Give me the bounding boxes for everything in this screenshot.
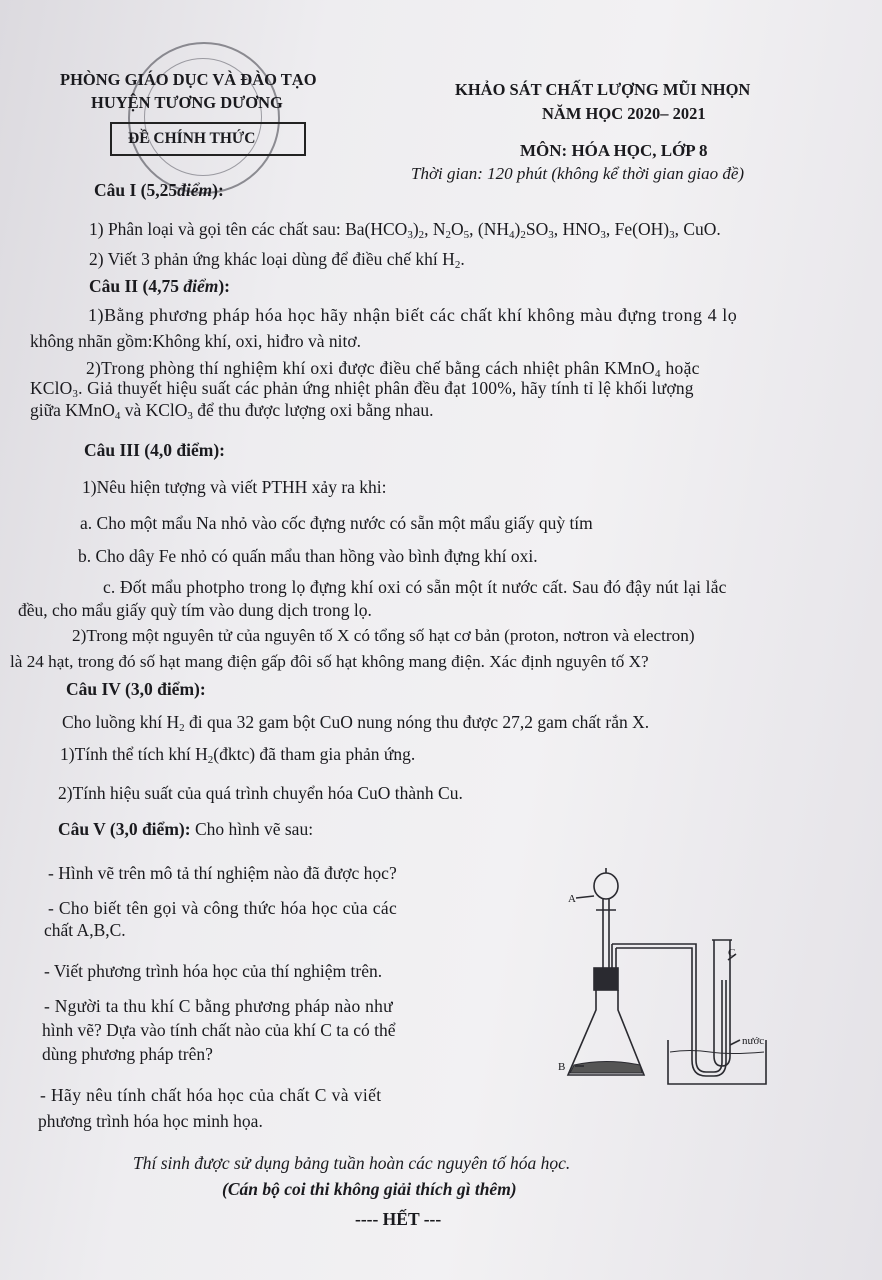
question-3-title: Câu III (4,0 điểm): — [84, 440, 225, 460]
stopper — [594, 968, 618, 990]
funnel-bulb — [594, 873, 618, 899]
department-name: PHÒNG GIÁO DỤC VÀ ĐÀO TẠO — [60, 70, 317, 89]
question-4-part-2: 2)Tính hiệu suất của quá trình chuyển hóa CuO thành Cu. — [58, 783, 463, 803]
question-3-part-1: 1)Nêu hiện tượng và viết PTHH xảy ra khi: — [82, 477, 387, 497]
question-2-part-2b: KClO$_3$. Giả thuyết hiệu suất các phản ứng nhiệt phân đều đạt 100%, hãy tính tỉ lệ khối lượng — [30, 378, 694, 400]
label-b: B — [558, 1061, 566, 1073]
question-5-item-5a: - Hãy nêu tính chất hóa học của chất C và viết — [40, 1085, 382, 1105]
subject-title: MÔN: HÓA HỌC, LỚP 8 — [520, 141, 708, 160]
official-exam-box — [110, 122, 306, 156]
question-3-part-2a: 2)Trong một nguyên tử của nguyên tố X có tổng số hạt cơ bản (proton, nơtron và electron) — [72, 626, 695, 645]
question-4-intro: Cho luồng khí $H_2$ đi qua 32 gam bột CuO nung nóng thu được 27,2 gam chất rắn X. — [62, 712, 650, 734]
question-5-item-2b: chất A,B,C. — [44, 920, 126, 940]
question-5-item-1: - Hình vẽ trên mô tả thí nghiệm nào đã được học? — [48, 863, 397, 883]
label-water: nước — [742, 1035, 765, 1047]
question-5-item-2a: - Cho biết tên gọi và công thức hóa học của các — [48, 898, 398, 918]
question-2-part-1b: không nhãn gồm:Không khí, oxi, hiđro và nitơ. — [30, 331, 362, 351]
question-5-item-4a: - Người ta thu khí C bằng phương pháp nào như — [44, 996, 393, 1016]
question-5-item-4b: hình vẽ? Dựa vào tính chất nào của khí C ta có thể — [42, 1020, 396, 1040]
exam-title: KHẢO SÁT CHẤT LƯỢNG MŨI NHỌN — [455, 80, 751, 99]
question-2-title: Câu II (4,75 điểm): — [89, 276, 230, 296]
experiment-diagram — [550, 860, 780, 1090]
periodic-table-note: Thí sinh được sử dụng bảng tuần hoàn các nguyên tố hóa học. — [133, 1153, 571, 1173]
question-4-title: Câu IV (3,0 điểm): — [66, 679, 206, 699]
official-exam-label: ĐỀ CHÍNH THỨC — [128, 130, 256, 147]
question-2-part-2c: giữa KMnO$_4$ và KClO$_3$ để thu được lượng oxi bằng nhau. — [30, 400, 434, 422]
question-3-item-c2: đều, cho mẩu giấy quỳ tím vào dung dịch trong lọ. — [18, 600, 372, 620]
proctor-note: (Cán bộ coi thi không giải thích gì thêm) — [222, 1179, 517, 1199]
label-c: C — [728, 947, 736, 959]
question-5-item-5b: phương trình hóa học minh họa. — [38, 1111, 263, 1131]
question-5-item-4c: dùng phương pháp trên? — [42, 1044, 213, 1064]
question-2-part-2a: 2)Trong phòng thí nghiệm khí oxi được điều chế bằng cách nhiệt phân KMnO$_4$ hoặc — [86, 358, 700, 380]
question-3-item-a: a. Cho một mẩu Na nhỏ vào cốc đựng nước có sẵn một mẩu giấy quỳ tím — [80, 513, 593, 533]
label-a: A — [568, 893, 576, 905]
question-5-item-3: - Viết phương trình hóa học của thí nghiệm trên. — [44, 961, 383, 981]
question-3-item-c1: c. Đốt mẩu photpho trong lọ đựng khí oxi có sẵn một ít nước cất. Sau đó đậy nút lại lắc — [103, 577, 727, 597]
question-3-item-b: b. Cho dây Fe nhỏ có quấn mẩu than hồng vào bình đựng khí oxi. — [78, 546, 538, 566]
district-name: HUYỆN TƯƠNG DƯƠNG — [91, 93, 283, 112]
question-1-title: Câu I (5,25điểm): — [94, 180, 224, 200]
question-2-part-1a: 1)Bằng phương pháp hóa học hãy nhận biết các chất khí không màu đựng trong 4 lọ — [88, 305, 738, 325]
time-limit: Thời gian: 120 phút (không kể thời gian giao đề) — [411, 164, 745, 183]
question-1-part-1: 1) Phân loại và gọi tên các chất sau: $Ba(HCO_3)_2$, $N_2O_5$, $(NH_4)_2SO_3$, $HNO_3$, $Fe(OH)_3$, CuO. — [89, 219, 721, 241]
question-1-part-2: 2) Viết 3 phản ứng khác loại dùng để điều chế khí $H_2$. — [89, 249, 465, 271]
question-3-part-2b: là 24 hạt, trong đó số hạt mang điện gấp đôi số hạt không mang điện. Xác định nguyên tố X? — [10, 652, 649, 671]
end-marker: ---- HẾT --- — [355, 1209, 442, 1229]
question-4-part-1: 1)Tính thể tích khí $H_2(đktc)$ đã tham gia phản ứng. — [60, 744, 416, 766]
school-year: NĂM HỌC 2020– 2021 — [542, 104, 706, 123]
question-5-title: Câu V (3,0 điểm): Cho hình vẽ sau: — [58, 819, 314, 839]
